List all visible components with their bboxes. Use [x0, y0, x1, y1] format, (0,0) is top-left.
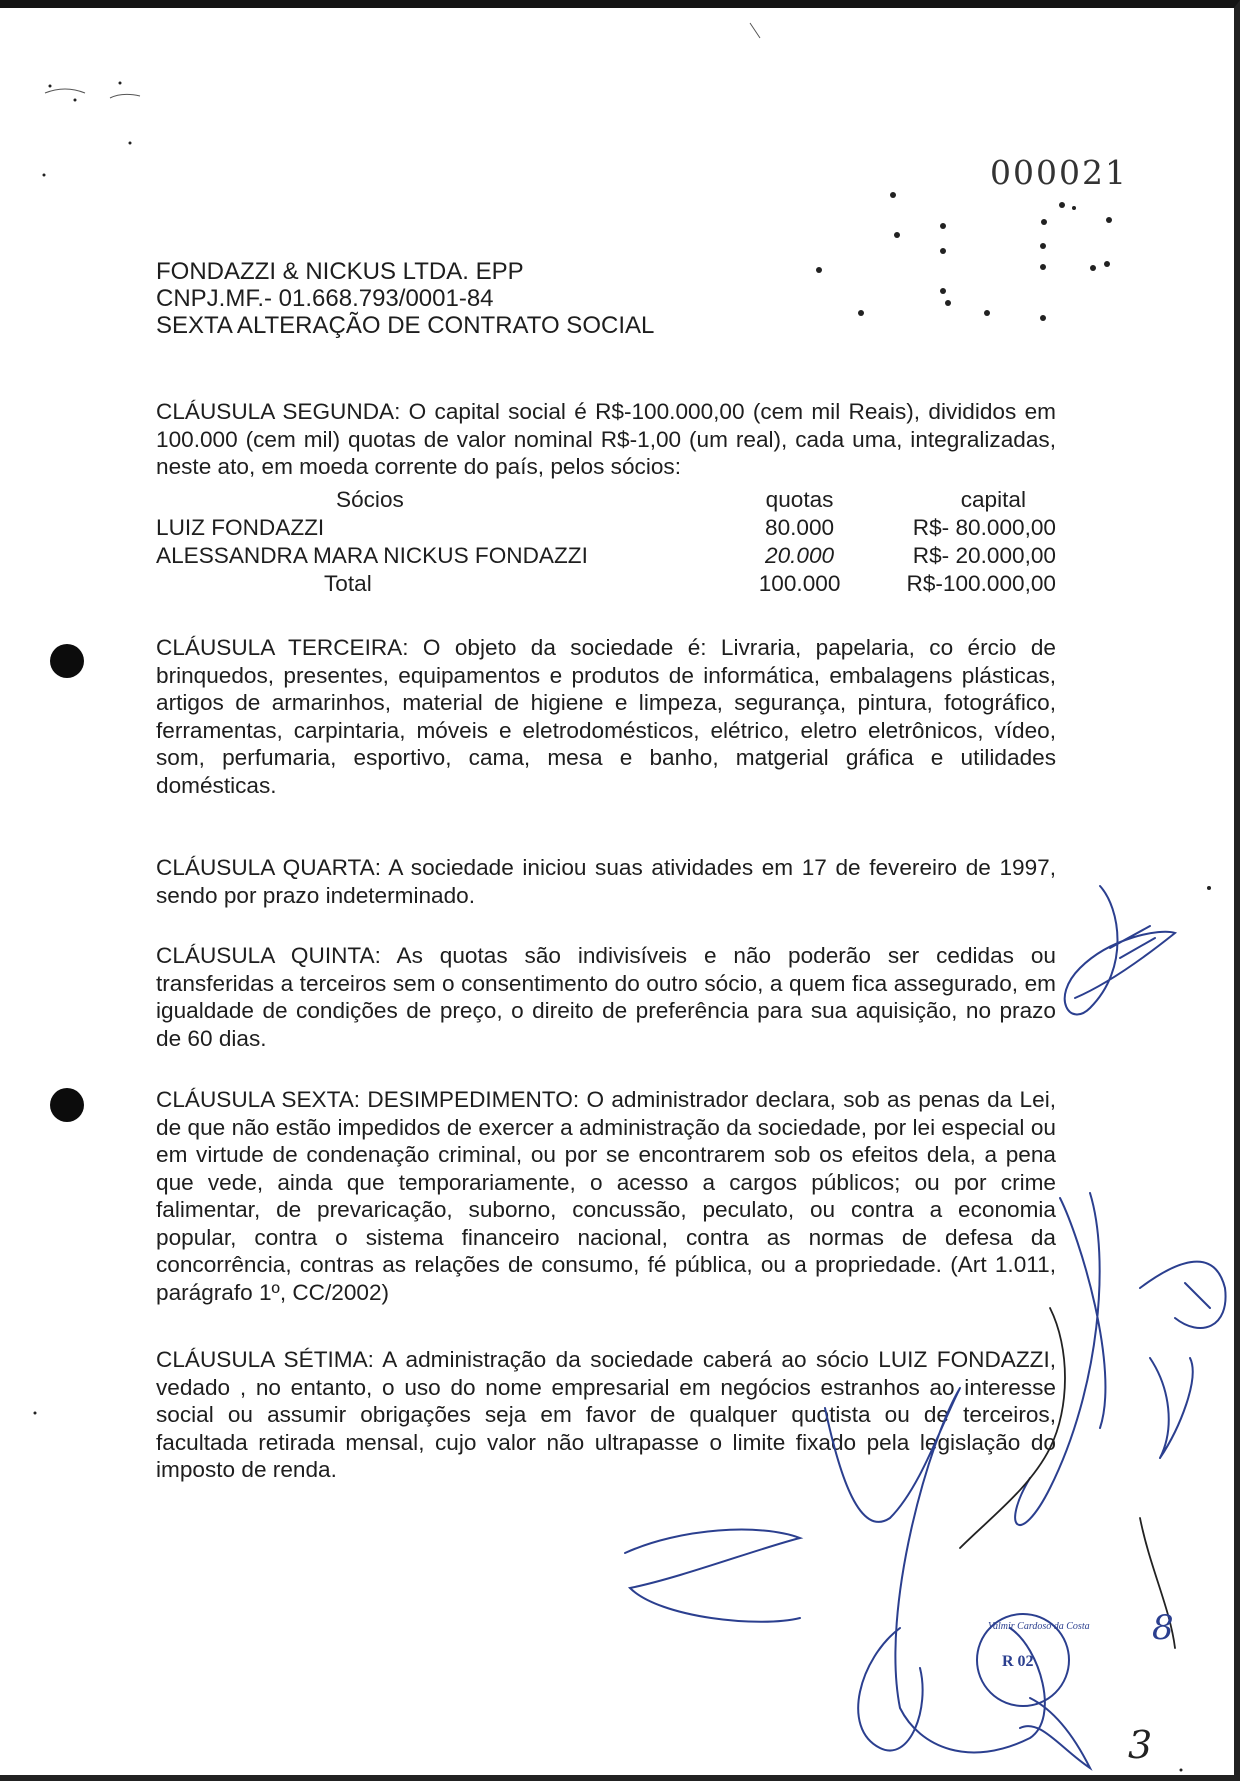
clause-quarta-text: CLÁUSULA QUARTA: A sociedade iniciou suas atividades em 17 de fevereiro de 1997, sendo por prazo indeterminado.: [156, 855, 1056, 908]
punch-hole-icon: [50, 644, 84, 678]
total-quotas: 100.000: [758, 571, 841, 596]
punch-hole-icon: [50, 1088, 84, 1122]
partner-capital: R$- 80.000,00: [912, 515, 1056, 540]
seal-code: R 02: [1002, 1653, 1034, 1670]
clause-quinta: [156, 942, 1056, 1052]
company-name: FONDAZZI & NICKUS LTDA. EPP: [156, 258, 524, 285]
header-quotas: quotas: [765, 487, 834, 512]
page-number-stamp: 000021: [990, 153, 1128, 192]
handwritten-initials: 8: [1152, 1608, 1174, 1648]
document-title: SEXTA ALTERAÇÃO DE CONTRATO SOCIAL: [156, 312, 655, 339]
seal-name: Valmir Cardoso da Costa: [988, 1621, 1090, 1632]
notary-seal: [976, 1613, 1090, 1707]
partner-capital: R$- 20.000,00: [912, 543, 1056, 568]
partner-quotas: 20.000: [765, 543, 835, 568]
company-cnpj: CNPJ.MF.- 01.668.793/0001-84: [156, 285, 494, 312]
handwritten-page-mark: 3: [1128, 1723, 1153, 1767]
partner-name: ALESSANDRA MARA NICKUS FONDAZZI: [156, 543, 588, 568]
total-capital: R$-100.000,00: [906, 571, 1056, 596]
clause-sexta: [156, 1086, 1056, 1306]
quota-table-total: [156, 570, 1056, 598]
quota-table: [156, 486, 1056, 598]
header-socios: Sócios: [336, 487, 404, 512]
table-row: [156, 542, 1056, 570]
clause-segunda-text: CLÁUSULA SEGUNDA: O capital social é R$-100.000,00 (cem mil Reais), divididos em 100.000 (cem mil) quotas de valor nominal R$-1,00 (um real), cada uma, integralizadas, neste ato, em moeda corrente do país, pelos sócios:: [156, 399, 1056, 479]
table-row: [156, 514, 1056, 542]
clause-quinta-text: CLÁUSULA QUINTA: As quotas são indivisíveis e não poderão ser cedidas ou transferidas a terceiros sem o consentimento do outro sócio, a quem fica assegurado, em igualdade de condições de preço, o direito de preferência para sua aquisição, no prazo de 60 dias.: [156, 943, 1056, 1051]
clause-quarta: [156, 854, 1056, 909]
clause-terceira: [156, 634, 1056, 799]
total-label: Total: [324, 571, 372, 596]
clause-terceira-text: CLÁUSULA TERCEIRA: O objeto da sociedade é: Livraria, papelaria, co ércio de brinquedos, presentes, equipamentos e produtos de informática, embalagens plásticas, artigos de armarinhos, material de higiene e limpeza, segurança, pintura, fotográfico, ferramentas, carpintaria, móveis e eletrodomésticos, elétrico, eletro eletrônicos, vídeo, som, perfumaria, esportivo, cama, mesa e banho, matgerial gráfica e utilidades domésticas.: [156, 635, 1056, 798]
partner-name: LUIZ FONDAZZI: [156, 515, 325, 540]
clause-setima: [156, 1346, 1056, 1484]
clause-setima-text: CLÁUSULA SÉTIMA: A administração da sociedade caberá ao sócio LUIZ FONDAZZI, vedado , no entanto, o uso do nome empresarial em negócios estranhos ao interesse social ou assumir obrigações seja em favor de qualquer quotista ou de terceiros, facultada retirada mensal, cujo valor não ultrapasse o limite fixado pela legislação do imposto de renda.: [156, 1347, 1056, 1482]
clause-sexta-text: CLÁUSULA SEXTA: DESIMPEDIMENTO: O administrador declara, sob as penas da Lei, de que não estão impedidos de exercer a administração da sociedade, por lei especial ou em virtude de condenação criminal, ou por se encontrarem sob os efeitos dela, a pena que vede, ainda que temporariamente, o acesso a cargos públicos; ou por crime falimentar, de prevaricação, suborno, concussão, peculato, ou contra a economia popular, contra o sistema financeiro nacional, contra as normas de defesa da concorrência, contras as relações de consumo, fé pública, ou a propriedade. (Art 1.011, parágrafo 1º, CC/2002): [156, 1087, 1056, 1305]
header-capital: capital: [960, 487, 1026, 512]
document-header: [156, 258, 654, 339]
partner-quotas: 80.000: [765, 515, 835, 540]
clause-segunda: [156, 398, 1056, 481]
quota-table-header: [156, 486, 1056, 514]
